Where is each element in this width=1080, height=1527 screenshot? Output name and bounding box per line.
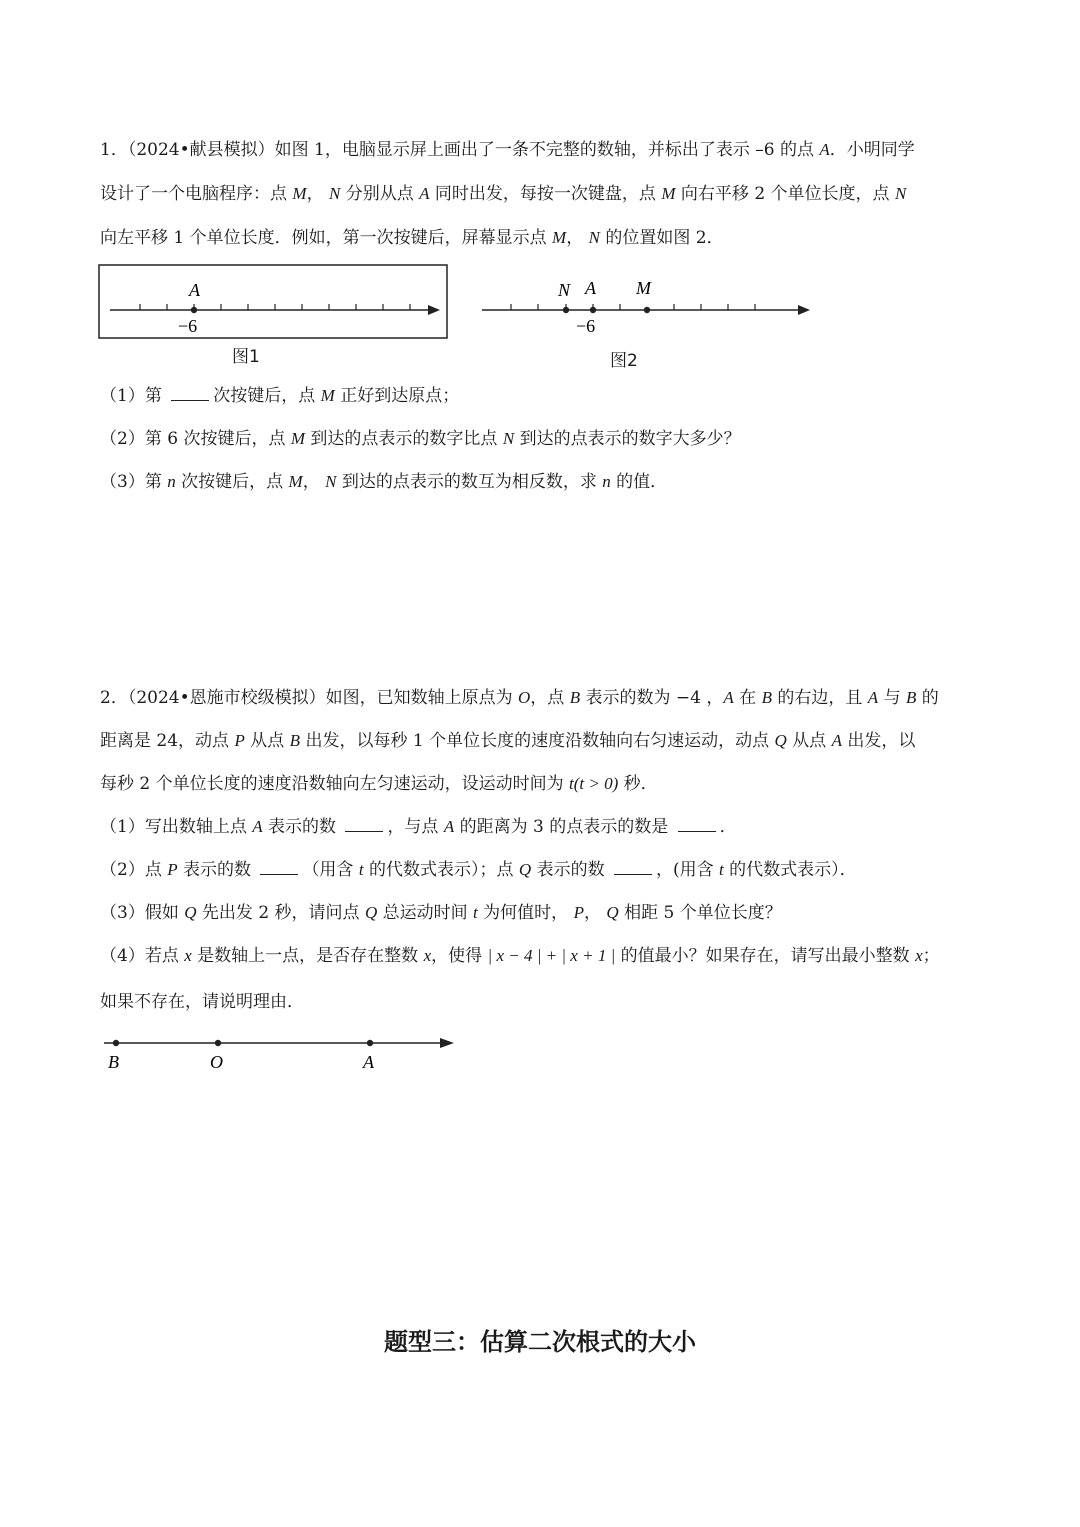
tick-marks bbox=[511, 304, 755, 310]
q2-sub-1: （1）写出数轴上点 A 表示的数 ，与点 A 的距离为 3 的点表示的数是 ． bbox=[100, 817, 737, 837]
label-O: O bbox=[210, 1052, 223, 1072]
q1-line-2: 设计了一个电脑程序：点 M， N 分别从点 A 同时出发，每按一次键盘，点 M 向右平移 2 个单位长度，点 N bbox=[100, 184, 907, 204]
q2-sub-3: （3）假如 Q 先出发 2 秒，请问点 Q 总运动时间 t 为何值时， P， Q 相距 5 个单位长度？ bbox=[100, 903, 782, 923]
tick-marks bbox=[140, 304, 410, 310]
figure-1-caption: 图1 bbox=[232, 347, 260, 367]
figure-1-number-line bbox=[98, 264, 450, 342]
label-minus-6: −6 bbox=[178, 316, 198, 336]
answer-blank bbox=[345, 815, 383, 832]
arrow-head-icon bbox=[428, 305, 440, 315]
q2-line-2: 距离是 24，动点 P 从点 B 出发，以每秒 1 个单位长度的速度沿数轴向右匀速运动，动点 Q 从点 A 出发，以 bbox=[100, 731, 916, 751]
point-A bbox=[191, 307, 197, 313]
label-A: A bbox=[189, 280, 200, 300]
point-A bbox=[367, 1040, 373, 1046]
figure-2-caption: 图2 bbox=[610, 351, 638, 371]
point-O bbox=[215, 1040, 221, 1046]
q2-line-1: 2．（2024•恩施市校级模拟）如图，已知数轴上原点为 O，点 B 表示的数为 −4 ，A 在 B 的右边，且 A 与 B 的 bbox=[100, 688, 939, 708]
arrow-head-icon bbox=[798, 305, 810, 315]
figure-1-frame bbox=[99, 265, 447, 338]
point-M bbox=[644, 307, 650, 313]
label-A: A bbox=[363, 1052, 374, 1072]
q1-line-1: 1．（2024•献县模拟）如图 1，电脑显示屏上画出了一条不完整的数轴，并标出了表示 –6 的点 A．小明同学 bbox=[100, 140, 915, 160]
label-minus-6: −6 bbox=[576, 316, 596, 336]
figure-2-number-line bbox=[478, 276, 818, 340]
q2-sub-2: （2）点 P 表示的数 （用含 t 的代数式表示）；点 Q 表示的数 ，(用含 t 的代数式表示）． bbox=[100, 860, 857, 880]
q2-number-line bbox=[100, 1030, 460, 1076]
point-N bbox=[563, 307, 569, 313]
arrow-head-icon bbox=[440, 1038, 454, 1048]
answer-blank bbox=[614, 858, 652, 875]
q1-sub-1: （1）第 次按键后，点 M 正好到达原点； bbox=[100, 386, 460, 406]
label-N: N bbox=[558, 280, 571, 300]
section-title: 题型三：估算二次根式的大小 bbox=[384, 1328, 696, 1356]
q2-sub-4-cont: 如果不存在，请说明理由． bbox=[100, 992, 304, 1012]
answer-blank bbox=[678, 815, 716, 832]
point-A bbox=[590, 307, 596, 313]
answer-blank bbox=[260, 858, 298, 875]
point-B bbox=[113, 1040, 119, 1046]
q1-line-3: 向左平移 1 个单位长度．例如，第一次按键后，屏幕显示点 M， N 的位置如图 2． bbox=[100, 228, 724, 248]
q2-sub-4: （4）若点 x 是数轴上一点，是否存在整数 x，使得 | x − 4 | + | x + 1 | 的值最小？如果存在，请写出最小整数 x； bbox=[100, 946, 940, 966]
label-B: B bbox=[108, 1052, 119, 1072]
label-A: A bbox=[585, 278, 596, 298]
label-M: M bbox=[636, 278, 651, 298]
q1-sub-3: （3）第 n 次按键后，点 M， N 到达的点表示的数互为相反数，求 n 的值． bbox=[100, 472, 668, 492]
q2-line-3: 每秒 2 个单位长度的速度沿数轴向左匀速运动，设运动时间为 t(t > 0) 秒． bbox=[100, 774, 658, 794]
answer-blank bbox=[171, 384, 209, 401]
q1-sub-2: （2）第 6 次按键后，点 M 到达的点表示的数字比点 N 到达的点表示的数字大多少？ bbox=[100, 429, 741, 449]
